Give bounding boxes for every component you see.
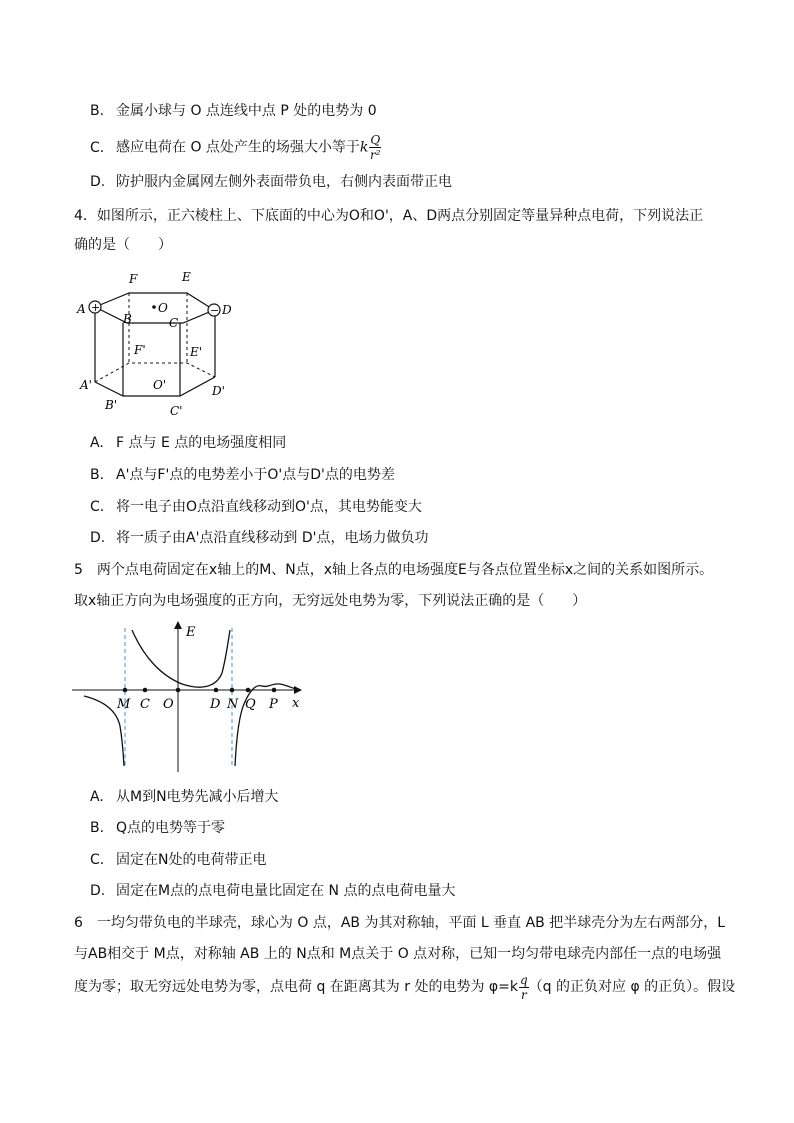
q4-option-c: C. 将一电子由O点沿直线移动到O'点，其电势能变大 xyxy=(90,499,422,515)
q6-line2: 与AB相交于 M点，对称轴 AB 上的 N点和 M点关于 O 点对称，已知一均匀带电球壳内部任一点的电场强 xyxy=(74,946,722,962)
q5-option-d: D. 固定在M点的点电荷电量比固定在 N 点的点电荷电量大 xyxy=(90,883,456,899)
q3-option-c: C. 感应电荷在 O 点处产生的场强大小等于k $\frac{Q}{\text{r²}}$ xyxy=(90,133,381,162)
svg-text:F: F xyxy=(129,272,138,286)
hexagonal-prism-figure xyxy=(72,265,242,425)
q5-option-c: C. 固定在N处的电荷带正电 xyxy=(90,852,267,868)
svg-text:E: E xyxy=(186,625,196,640)
q3-fraction: $\frac{Q}{\text{r²}}$ xyxy=(370,133,381,162)
q6-line1: 6 一均匀带负电的半球壳，球心为 O 点，AB 为其对称轴，平面 L 垂直 AB 把半球壳分为左右两部分，L xyxy=(74,915,726,931)
svg-text:F': F' xyxy=(134,343,146,357)
svg-text:A': A' xyxy=(80,378,92,392)
q3-option-b: B. 金属小球与 O 点连线中点 P 处的电势为 0 xyxy=(90,103,377,119)
svg-text:N: N xyxy=(227,697,239,712)
svg-text:A: A xyxy=(77,302,86,316)
q5-option-b: B. Q点的电势等于零 xyxy=(90,820,226,836)
svg-text:D': D' xyxy=(212,384,225,398)
svg-text:C: C xyxy=(169,316,179,330)
svg-text:E: E xyxy=(182,270,191,284)
q4-stem-line2: 确的是（ ） xyxy=(74,237,172,253)
q5-stem-line2: 取x轴正方向为电场强度的正方向，无穷远处电势为零，下列说法正确的是（ ） xyxy=(74,593,587,609)
svg-text:M: M xyxy=(117,697,131,712)
svg-text:+: + xyxy=(91,301,101,314)
q4-stem-line1: 4．如图所示，正六棱柱上、下底面的中心为O和O'，A、D两点分别固定等量异种点电荷，下列说法正 xyxy=(74,208,704,224)
svg-text:P: P xyxy=(269,697,278,712)
q4-option-b: B. A'点与F'点的电势差小于O'点与D'点的电势差 xyxy=(90,467,395,483)
svg-text:D: D xyxy=(210,697,221,712)
svg-text:C: C xyxy=(140,697,150,712)
svg-text:Q: Q xyxy=(245,697,256,712)
svg-text:x: x xyxy=(292,696,300,711)
svg-text:C': C' xyxy=(170,404,183,418)
q6-line3: 度为零；取无穷远处电势为零，点电荷 q 在距离其为 r 处的电势为 φ=k $\frac{q}{r}$ （q 的正负对应 φ 的正负）。假设 xyxy=(74,972,736,1002)
q4-option-d: D. 将一质子由A'点沿直线移动到 D'点，电场力做负功 xyxy=(90,530,429,546)
q5-option-a: A. 从M到N电势先减小后增大 xyxy=(90,789,279,805)
svg-text:O: O xyxy=(158,301,168,315)
svg-text:B': B' xyxy=(105,398,118,412)
q6-fraction: $\frac{q}{r}$ xyxy=(519,972,528,1002)
electric-field-graph xyxy=(70,618,310,778)
svg-text:D: D xyxy=(222,303,232,317)
svg-text:−: − xyxy=(210,304,220,317)
q4-option-a: A. F 点与 E 点的电场强度相同 xyxy=(90,435,287,451)
svg-text:O: O xyxy=(163,697,174,712)
q3-option-d: D. 防护服内金属网左侧外表面带负电，右侧内表面带正电 xyxy=(90,174,452,190)
q5-stem-line1: 5 两个点电荷固定在x轴上的M、N点，x轴上各点的电场强度E与各点位置坐标x之间的关系如图所示。 xyxy=(74,562,714,578)
svg-text:B: B xyxy=(123,312,132,326)
svg-text:O': O' xyxy=(153,378,167,392)
svg-text:E': E' xyxy=(190,345,203,359)
